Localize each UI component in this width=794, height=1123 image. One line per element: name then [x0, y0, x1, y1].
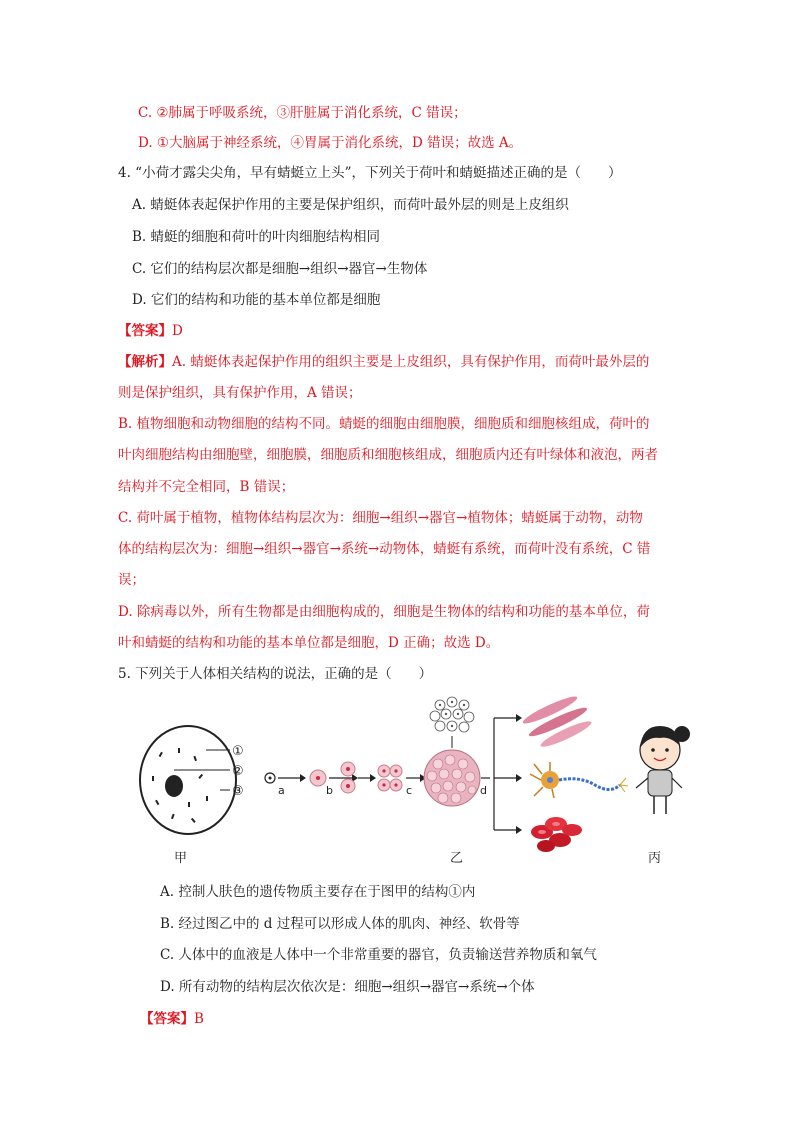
q4-analysis-line-7: 体的结构层次为：细胞→组织→器官→系统→动物体，蜻蜓有系统，而荷叶没有系统，C 错 [118, 541, 651, 557]
q4-analysis-line-1 [118, 352, 649, 372]
q4-analysis-line-4: 叶肉细胞结构由细胞壁，细胞膜，细胞质和细胞核组成，细胞质内还有叶绿体和液泡，两者 [118, 447, 658, 463]
q5-option-c: C. 人体中的血液是人体中一个非常重要的器官，负责输送营养物质和氧气 [160, 947, 597, 963]
process-label-b: b [326, 784, 333, 797]
child-illustration [636, 726, 690, 814]
q4-option-c: C. 它们的结构层次都是细胞→组织→器官→生物体 [132, 261, 428, 277]
q5-answer [140, 1009, 204, 1029]
caption-bing: 丙 [648, 851, 662, 866]
q4-option-d: D. 它们的结构和功能的基本单位都是细胞 [132, 292, 381, 308]
q4-analysis-line-5: 结构并不完全相同，B 错误； [118, 479, 295, 495]
q3-option-d-explanation: D. ①大脑属于神经系统，④胃属于消化系统，D 错误；故选 A。 [138, 135, 523, 151]
cell-division-process [265, 697, 522, 834]
analysis-label: 【解析】 [118, 354, 172, 370]
q4-analysis-line-9: D. 除病毒以外，所有生物都是由细胞构成的，细胞是生物体的结构和功能的基本单位，荷 [118, 604, 650, 620]
q5-stem: 5. 下列关于人体相关结构的说法，正确的是（ ） [118, 666, 433, 682]
process-label-d: d [480, 784, 487, 797]
answer-value: B [194, 1011, 204, 1027]
q5-figure [130, 690, 690, 880]
cell-diagram [140, 726, 244, 834]
caption-jia: 甲 [174, 851, 188, 866]
answer-label: 【答案】 [118, 323, 172, 339]
muscle-tissue [521, 693, 594, 751]
nerve-tissue [530, 762, 628, 798]
nucleus [165, 775, 183, 797]
process-label-c: c [406, 784, 413, 797]
answer-value: D [172, 323, 183, 339]
q4-stem: 4. “小荷才露尖尖角，早有蜻蜓立上头”，下列关于荷叶和蜻蜓描述正确的是（ ） [118, 165, 622, 181]
q4-analysis-line-10: 叶和蜻蜓的结构和功能的基本单位都是细胞，D 正确；故选 D。 [118, 635, 500, 651]
cell-label-1: ① [232, 744, 244, 759]
q4-answer [118, 321, 183, 341]
q4-analysis-line-8: 误； [118, 572, 145, 588]
analysis-text: A. 蜻蜓体表起保护作用的组织主要是上皮组织，具有保护作用，而荷叶最外层的 [172, 354, 650, 370]
q4-option-b: B. 蜻蜓的细胞和荷叶的叶肉细胞结构相同 [132, 229, 381, 245]
caption-yi: 乙 [450, 851, 464, 866]
q4-analysis-line-6: C. 荷叶属于植物，植物体结构层次为：细胞→组织→器官→植物体；蜻蜓属于动物，动物 [118, 510, 643, 526]
q4-option-a: A. 蜻蜓体表起保护作用的主要是保护组织，而荷叶最外层的则是上皮组织 [132, 197, 569, 213]
blood-cells [531, 817, 582, 852]
q4-analysis-line-3: B. 植物细胞和动物细胞的结构不同。蜻蜓的细胞由细胞膜，细胞质和细胞核组成，荷叶的 [118, 416, 650, 432]
cell-label-2: ② [232, 764, 244, 779]
answer-label: 【答案】 [140, 1011, 194, 1027]
process-label-a: a [278, 784, 285, 797]
q5-option-d: D. 所有动物的结构层次依次是：细胞→组织→器官→系统→个体 [160, 979, 535, 995]
q3-option-c-explanation: C. ②肺属于呼吸系统，③肝脏属于消化系统，C 错误； [138, 105, 467, 121]
q5-option-a: A. 控制人肤色的遗传物质主要存在于图甲的结构①内 [160, 884, 476, 900]
q4-analysis-line-2: 则是保护组织，具有保护作用，A 错误； [118, 385, 362, 401]
q5-option-b: B. 经过图乙中的 d 过程可以形成人体的肌肉、神经、软骨等 [160, 916, 520, 932]
cell-label-3: ③ [232, 784, 244, 799]
